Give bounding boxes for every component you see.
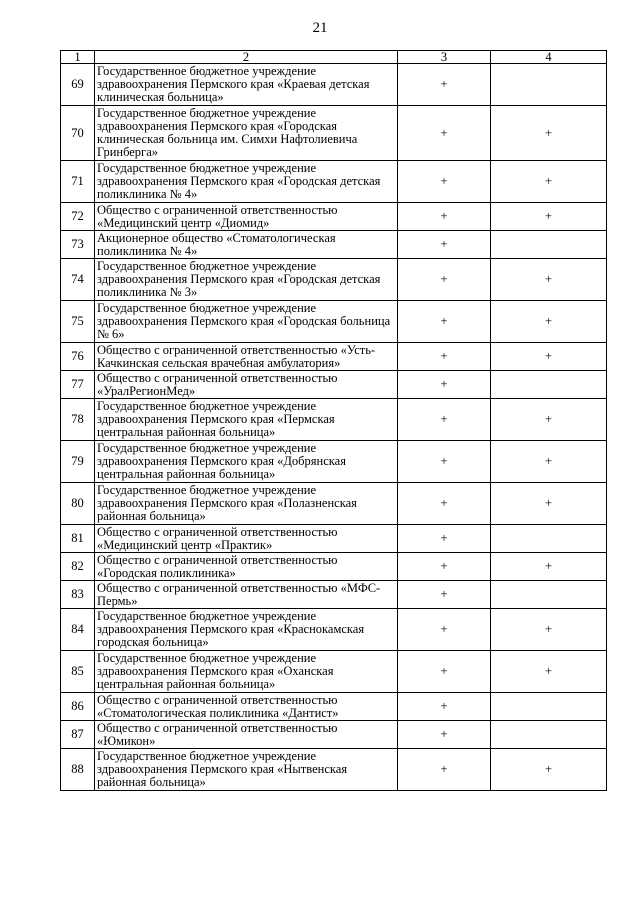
row-number-cell: 69 bbox=[61, 64, 95, 106]
organization-name-cell: Государственное бюджетное учреждение здравоохранения Пермского края «Краснокамская городская больница» bbox=[95, 609, 398, 651]
row-number-cell: 87 bbox=[61, 721, 95, 749]
row-number-cell: 73 bbox=[61, 231, 95, 259]
organization-name-cell: Общество с ограниченной ответственностью «Стоматологическая поликлиника «Дантист» bbox=[95, 693, 398, 721]
row-number-cell: 86 bbox=[61, 693, 95, 721]
organization-name-cell: Государственное бюджетное учреждение здравоохранения Пермского края «Пермская центральная районная больница» bbox=[95, 399, 398, 441]
table-row bbox=[61, 343, 607, 371]
row-number-cell: 79 bbox=[61, 441, 95, 483]
row-number-cell: 77 bbox=[61, 371, 95, 399]
table-row bbox=[61, 301, 607, 343]
row-number-cell: 84 bbox=[61, 609, 95, 651]
organization-name-cell: Государственное бюджетное учреждение здравоохранения Пермского края «Оханская центральная районная больница» bbox=[95, 651, 398, 693]
row-number-cell: 75 bbox=[61, 301, 95, 343]
table-row bbox=[61, 693, 607, 721]
column-3-mark-cell: + bbox=[398, 693, 491, 721]
column-4-mark-cell: + bbox=[491, 203, 607, 231]
row-number-cell: 72 bbox=[61, 203, 95, 231]
column-4-mark-cell: + bbox=[491, 609, 607, 651]
column-3-mark-cell: + bbox=[398, 581, 491, 609]
table-row bbox=[61, 651, 607, 693]
organization-name-cell: Государственное бюджетное учреждение здравоохранения Пермского края «Городская детская поликлиника № 3» bbox=[95, 259, 398, 301]
column-4-mark-cell bbox=[491, 371, 607, 399]
row-number-cell: 82 bbox=[61, 553, 95, 581]
organizations-table bbox=[60, 50, 607, 791]
organization-name-cell: Общество с ограниченной ответственностью «Юмикон» bbox=[95, 721, 398, 749]
row-number-cell: 71 bbox=[61, 161, 95, 203]
column-4-mark-cell: + bbox=[491, 106, 607, 161]
column-4-mark-cell bbox=[491, 231, 607, 259]
column-3-mark-cell: + bbox=[398, 343, 491, 371]
organization-name-cell: Государственное бюджетное учреждение здравоохранения Пермского края «Городская клиническая больница им. Симхи Нафтолиевича Гринберга» bbox=[95, 106, 398, 161]
column-3-mark-cell: + bbox=[398, 441, 491, 483]
row-number-cell: 85 bbox=[61, 651, 95, 693]
header-cell: 1 bbox=[61, 51, 95, 64]
column-4-mark-cell: + bbox=[491, 749, 607, 791]
table-row bbox=[61, 399, 607, 441]
table-row bbox=[61, 441, 607, 483]
organization-name-cell: Общество с ограниченной ответственностью «Усть-Качкинская сельская врачебная амбулатория» bbox=[95, 343, 398, 371]
row-number-cell: 83 bbox=[61, 581, 95, 609]
table-row bbox=[61, 609, 607, 651]
table-row bbox=[61, 483, 607, 525]
table-row bbox=[61, 371, 607, 399]
organization-name-cell: Государственное бюджетное учреждение здравоохранения Пермского края «Городская больница № 6» bbox=[95, 301, 398, 343]
row-number-cell: 88 bbox=[61, 749, 95, 791]
row-number-cell: 80 bbox=[61, 483, 95, 525]
organization-name-cell: Общество с ограниченной ответственностью «Медицинский центр «Диомид» bbox=[95, 203, 398, 231]
column-4-mark-cell: + bbox=[491, 301, 607, 343]
column-3-mark-cell: + bbox=[398, 721, 491, 749]
table-row bbox=[61, 203, 607, 231]
column-4-mark-cell bbox=[491, 525, 607, 553]
table-row bbox=[61, 64, 607, 106]
column-4-mark-cell bbox=[491, 64, 607, 106]
column-3-mark-cell: + bbox=[398, 203, 491, 231]
table-row bbox=[61, 581, 607, 609]
column-3-mark-cell: + bbox=[398, 609, 491, 651]
column-4-mark-cell: + bbox=[491, 259, 607, 301]
column-4-mark-cell: + bbox=[491, 161, 607, 203]
column-3-mark-cell: + bbox=[398, 399, 491, 441]
column-4-mark-cell bbox=[491, 693, 607, 721]
table-row bbox=[61, 259, 607, 301]
column-4-mark-cell: + bbox=[491, 483, 607, 525]
row-number-cell: 81 bbox=[61, 525, 95, 553]
organization-name-cell: Государственное бюджетное учреждение здравоохранения Пермского края «Краевая детская клиническая больница» bbox=[95, 64, 398, 106]
column-4-mark-cell: + bbox=[491, 651, 607, 693]
column-3-mark-cell: + bbox=[398, 161, 491, 203]
table-row bbox=[61, 749, 607, 791]
row-number-cell: 78 bbox=[61, 399, 95, 441]
header-cell: 3 bbox=[398, 51, 491, 64]
organization-name-cell: Общество с ограниченной ответственностью «УралРегионМед» bbox=[95, 371, 398, 399]
organization-name-cell: Общество с ограниченной ответственностью «МФС-Пермь» bbox=[95, 581, 398, 609]
column-4-mark-cell bbox=[491, 581, 607, 609]
organization-name-cell: Общество с ограниченной ответственностью «Медицинский центр «Практик» bbox=[95, 525, 398, 553]
page-number: 21 bbox=[312, 20, 328, 36]
column-4-mark-cell: + bbox=[491, 553, 607, 581]
table-row bbox=[61, 106, 607, 161]
header-cell: 4 bbox=[491, 51, 607, 64]
column-3-mark-cell: + bbox=[398, 553, 491, 581]
column-3-mark-cell: + bbox=[398, 64, 491, 106]
column-3-mark-cell: + bbox=[398, 259, 491, 301]
header-cell: 2 bbox=[95, 51, 398, 64]
column-3-mark-cell: + bbox=[398, 483, 491, 525]
organization-name-cell: Государственное бюджетное учреждение здравоохранения Пермского края «Нытвенская районная больница» bbox=[95, 749, 398, 791]
organization-name-cell: Государственное бюджетное учреждение здравоохранения Пермского края «Добрянская центральная районная больница» bbox=[95, 441, 398, 483]
row-number-cell: 74 bbox=[61, 259, 95, 301]
table-row bbox=[61, 161, 607, 203]
column-3-mark-cell: + bbox=[398, 749, 491, 791]
column-4-mark-cell bbox=[491, 721, 607, 749]
organization-name-cell: Общество с ограниченной ответственностью «Городская поликлиника» bbox=[95, 553, 398, 581]
table-row bbox=[61, 231, 607, 259]
table-row bbox=[61, 525, 607, 553]
column-4-mark-cell: + bbox=[491, 441, 607, 483]
organization-name-cell: Государственное бюджетное учреждение здравоохранения Пермского края «Полазненская районная больница» bbox=[95, 483, 398, 525]
row-number-cell: 76 bbox=[61, 343, 95, 371]
table-row bbox=[61, 721, 607, 749]
column-3-mark-cell: + bbox=[398, 106, 491, 161]
table-header-row bbox=[61, 51, 607, 64]
table-row bbox=[61, 553, 607, 581]
organization-name-cell: Государственное бюджетное учреждение здравоохранения Пермского края «Городская детская поликлиника № 4» bbox=[95, 161, 398, 203]
column-4-mark-cell: + bbox=[491, 343, 607, 371]
row-number-cell: 70 bbox=[61, 106, 95, 161]
column-4-mark-cell: + bbox=[491, 399, 607, 441]
column-3-mark-cell: + bbox=[398, 231, 491, 259]
column-3-mark-cell: + bbox=[398, 371, 491, 399]
column-3-mark-cell: + bbox=[398, 301, 491, 343]
organization-name-cell: Акционерное общество «Стоматологическая поликлиника № 4» bbox=[95, 231, 398, 259]
column-3-mark-cell: + bbox=[398, 651, 491, 693]
column-3-mark-cell: + bbox=[398, 525, 491, 553]
